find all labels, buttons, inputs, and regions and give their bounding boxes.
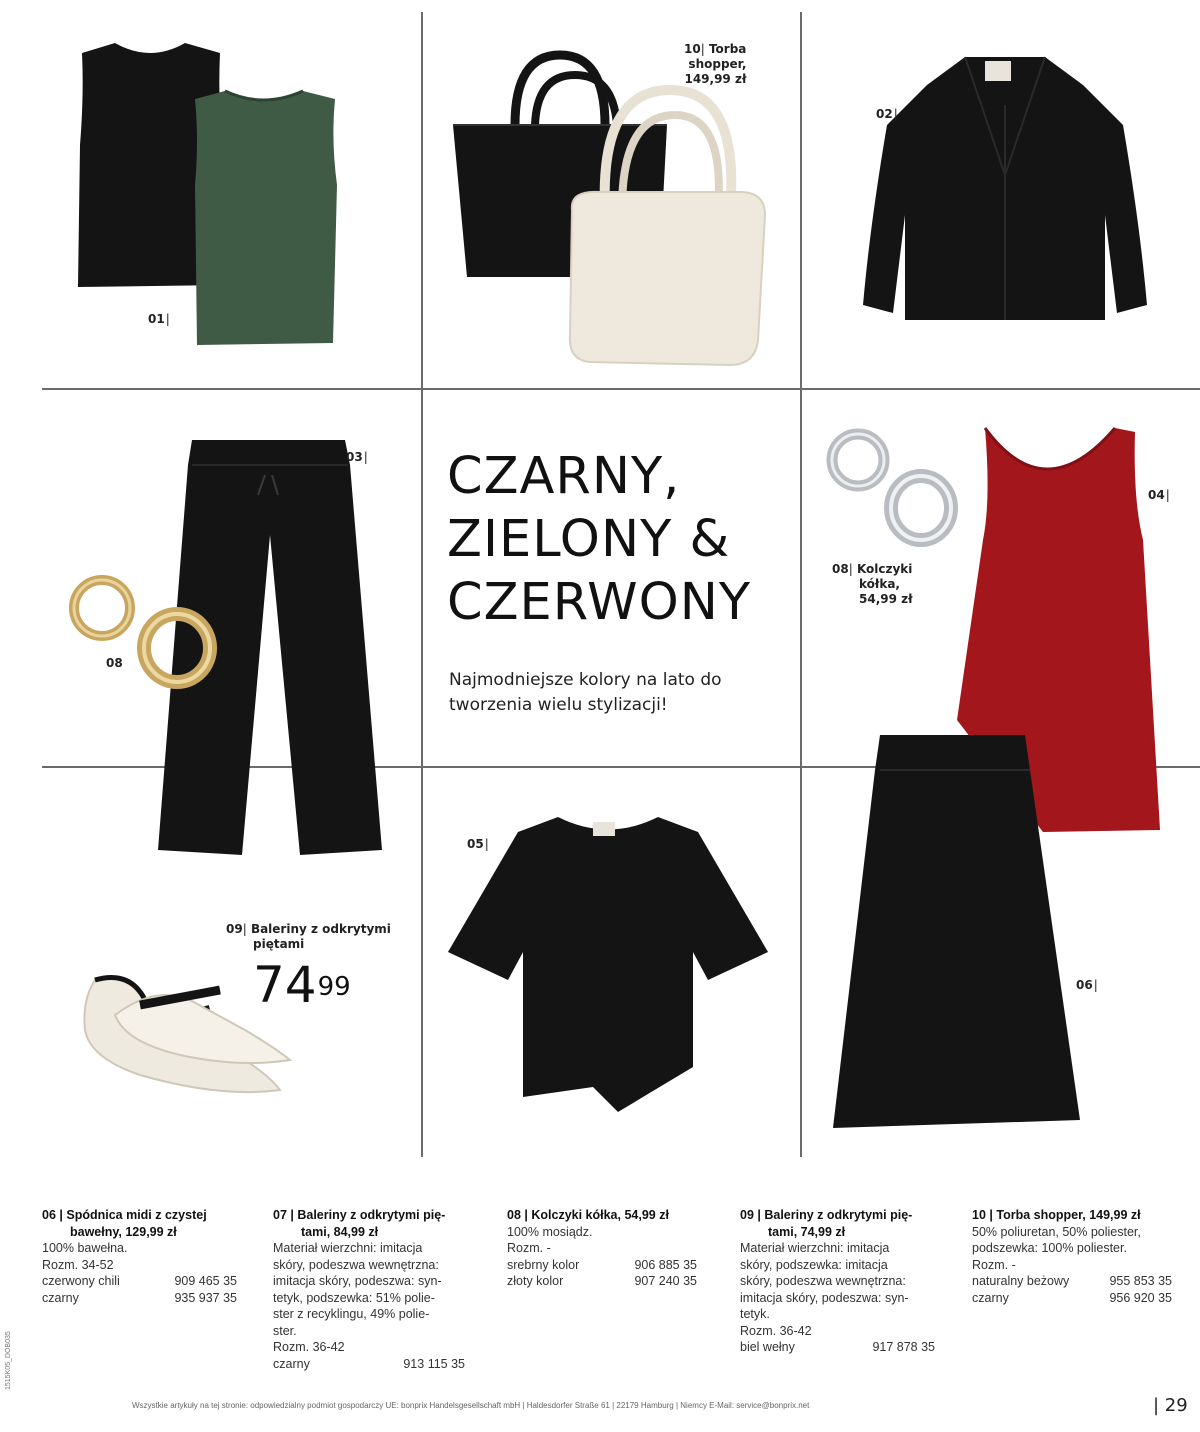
baleriny-price: $74^{99}$ <box>253 956 351 1014</box>
item-number-05: 05| <box>467 837 489 851</box>
page-heading: CZARNY, ZIELONY & CZERWONY <box>447 447 752 632</box>
black-midi-skirt-image <box>825 730 1085 1135</box>
grid-line-horizontal-top <box>42 388 1200 390</box>
footer-legal-text: Wszystkie artykuły na tej stronie: odpowiedzialny podmiot gospodarczy UE: bonprix Handelsgesellschaft mbH | Haldesdorfer Straße 61 | 22179 Hamburg | Niemcy E-Mail: service@bonprix.net <box>132 1401 810 1410</box>
silver-hoop-earrings-image <box>818 420 968 550</box>
item-number-06: 06| <box>1076 978 1098 992</box>
callout-kolczyki: 08| Kolczyki kółka, 54,99 zł <box>832 562 913 606</box>
item-number-01: 01| <box>148 312 170 326</box>
callout-torba-shopper: 10| Torba shopper, 149,99 zł <box>684 42 747 86</box>
side-catalog-code: 1515K05_DOB035 <box>5 1331 12 1390</box>
page-number: | 29 <box>1153 1395 1188 1416</box>
product-desc-09: 09 | Baleriny z odkrytymi pię- tami, 74,99 zł Materiał wierzchni: imitacja skóry, podszewka: imitacja skóry, podeszwa wewnętrzna: imitacja skóry, podeszwa: syn- tetyk. Rozm. 36-42 biel wełny 917 878 35 <box>740 1208 935 1354</box>
item-number-03: 03| <box>346 450 368 464</box>
item-number-08-gold: 08 <box>106 656 123 670</box>
cream-shopper-bag-image <box>560 80 775 370</box>
product-desc-06: 06 | Spódnica midi z czystej bawełny, 129,99 zł 100% bawełna. Rozm. 34-52 czerwony chili 909 465 35 czarny 935 937 35 <box>42 1208 237 1305</box>
callout-baleriny: 09| Baleriny z odkrytymi piętami <box>226 922 391 951</box>
black-asymmetric-top-image <box>443 812 773 1122</box>
item-number-02: 02| <box>876 107 898 121</box>
item-number-04: 04| <box>1148 488 1170 502</box>
product-desc-08: 08 | Kolczyki kółka, 54,99 zł 100% mosiądz. Rozm. - srebrny kolor 906 885 35 złoty kolor 907 240 35 <box>507 1208 697 1288</box>
page-subheading: Najmodniejsze kolory na lato do tworzenia wielu stylizacji! <box>449 670 722 715</box>
green-sleeveless-top-image <box>185 85 345 350</box>
slingback-flats-image <box>70 960 300 1110</box>
black-blazer-image <box>855 45 1155 330</box>
product-desc-10: 10 | Torba shopper, 149,99 zł 50% poliuretan, 50% poliester, podszewka: 100% poliester. Rozm. - naturalny beżowy 955 853 35 czarny 956 920 35 <box>972 1208 1172 1305</box>
grid-line-vertical-left <box>421 12 423 1157</box>
product-desc-07: 07 | Baleriny z odkrytymi pię- tami, 84,99 zł Materiał wierzchni: imitacja skóry, podeszwa wewnętrzna: imitacja skóry, podeszwa: syn- tetyk, podszewka: 51% polie- ster z recyklingu, 49% polie- ster. Rozm. 36-42 czarny 913 115 35 <box>273 1208 465 1371</box>
gold-hoop-earrings-image <box>62 570 222 690</box>
grid-line-vertical-right <box>800 12 802 1157</box>
